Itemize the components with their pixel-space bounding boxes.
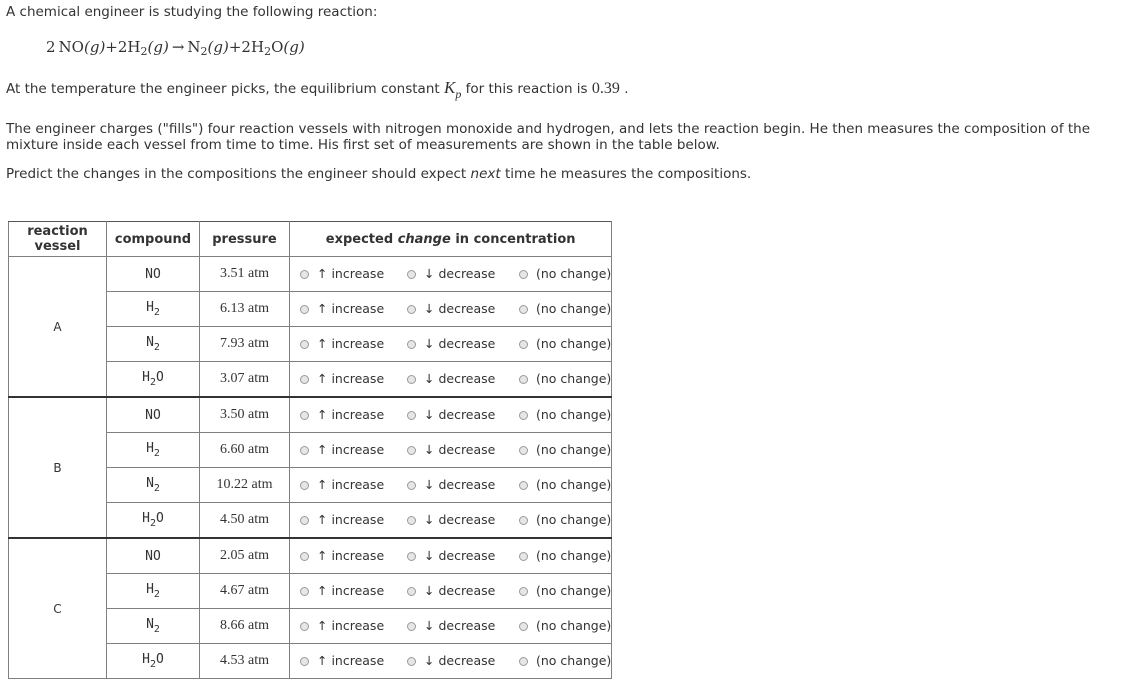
- option-no-change-label: (no change): [536, 548, 612, 563]
- option-no-change-label: (no change): [536, 407, 612, 422]
- change-choices: [290, 292, 612, 327]
- pressure-cell: 6.13 atm: [200, 292, 290, 327]
- option-decrease-label: ↓ decrease: [424, 301, 496, 316]
- option-increase-label: ↑ increase: [317, 442, 385, 457]
- radio-button[interactable]: [519, 481, 528, 490]
- pressure-cell: 2.05 atm: [200, 538, 290, 574]
- radio-button[interactable]: [300, 305, 309, 314]
- option-no-change[interactable]: [519, 512, 611, 527]
- change-choices: [290, 503, 612, 539]
- option-decrease-label: ↓ decrease: [424, 266, 496, 281]
- kp-value: 0.39: [591, 80, 620, 97]
- compound-formula: H: [146, 582, 154, 597]
- change-choices: [290, 574, 612, 609]
- option-decrease[interactable]: [407, 548, 519, 563]
- radio-button[interactable]: [407, 375, 416, 384]
- compound-subscript: 2: [149, 518, 157, 529]
- option-increase[interactable]: [300, 512, 407, 527]
- experiment-description: The engineer charges ("fills") four reaction vessels with nitrogen monoxide and hydrogen, and lets the reaction begin. He then measures the composition of the mixture inside each vessel from time to time. His first set of measurements are shown in the table below.: [6, 121, 1091, 153]
- radio-button[interactable]: [300, 446, 309, 455]
- eq-subscript: 2: [140, 45, 148, 58]
- compound-cell: [107, 362, 200, 398]
- eq-species: N: [187, 38, 201, 56]
- vessel-label-b: B: [9, 397, 107, 538]
- radio-button[interactable]: [407, 552, 416, 561]
- compound-subscript: 2: [153, 342, 160, 353]
- option-decrease[interactable]: [407, 442, 519, 457]
- change-choices: [290, 397, 612, 433]
- eq-coef: 2: [241, 38, 251, 56]
- eq-subscript: 2: [200, 45, 208, 58]
- compound-formula: NO: [145, 407, 161, 423]
- option-no-change[interactable]: [519, 266, 611, 281]
- compound-formula: NO: [145, 548, 161, 564]
- option-no-change[interactable]: [519, 442, 611, 457]
- compound-cell: [107, 433, 200, 468]
- option-no-change[interactable]: [519, 548, 611, 563]
- option-increase-label: ↑ increase: [317, 301, 385, 316]
- header-reaction-vessel: reaction vessel: [9, 222, 107, 257]
- compound-cell: [107, 574, 200, 609]
- eq-coef: 2: [46, 38, 56, 56]
- option-increase[interactable]: [300, 618, 407, 633]
- change-choices: [290, 468, 612, 503]
- compound-formula: NO: [145, 266, 161, 282]
- header-expected-change: [290, 222, 612, 257]
- option-decrease[interactable]: [407, 301, 519, 316]
- radio-button[interactable]: [300, 340, 309, 349]
- vessel-label-c: C: [9, 538, 107, 679]
- option-decrease[interactable]: [407, 477, 519, 492]
- option-increase-label: ↑ increase: [317, 583, 385, 598]
- option-no-change-label: (no change): [536, 266, 612, 281]
- change-choices: [290, 257, 612, 292]
- compound-cell: [107, 327, 200, 362]
- header-pressure: pressure: [200, 222, 290, 257]
- option-increase[interactable]: [300, 266, 407, 281]
- option-no-change-label: (no change): [536, 653, 612, 668]
- pressure-cell: 6.60 atm: [200, 433, 290, 468]
- table-row: [9, 538, 612, 574]
- radio-button[interactable]: [519, 375, 528, 384]
- option-increase-label: ↑ increase: [317, 618, 385, 633]
- eq-species: O: [271, 38, 284, 56]
- prediction-prompt: [6, 166, 751, 182]
- header-change-after: in concentration: [455, 231, 576, 247]
- eq-state: (g): [147, 38, 169, 56]
- radio-button[interactable]: [407, 305, 416, 314]
- pressure-cell: 4.53 atm: [200, 644, 290, 679]
- radio-button[interactable]: [407, 340, 416, 349]
- option-decrease[interactable]: [407, 583, 519, 598]
- change-choices: [290, 644, 612, 679]
- header-change-emphasis: change: [397, 231, 451, 247]
- option-no-change-label: (no change): [536, 583, 612, 598]
- option-increase-label: ↑ increase: [317, 512, 385, 527]
- option-no-change[interactable]: [519, 477, 611, 492]
- compound-subscript: 2: [153, 307, 160, 318]
- option-increase-label: ↑ increase: [317, 653, 385, 668]
- compound-cell: [107, 292, 200, 327]
- option-no-change-label: (no change): [536, 371, 612, 386]
- radio-button[interactable]: [519, 446, 528, 455]
- predict-emphasis: next: [470, 166, 501, 182]
- option-no-change[interactable]: [519, 407, 611, 422]
- option-increase-label: ↑ increase: [317, 336, 385, 351]
- option-increase-label: ↑ increase: [317, 407, 385, 422]
- compound-cell: [107, 609, 200, 644]
- radio-button[interactable]: [407, 270, 416, 279]
- compound-cell: [107, 644, 200, 679]
- radio-button[interactable]: [519, 411, 528, 420]
- option-decrease[interactable]: [407, 371, 519, 386]
- compound-formula: H: [142, 370, 150, 385]
- eq-coef: 2: [117, 38, 128, 56]
- table-body: [9, 257, 612, 679]
- compound-subscript: 2: [149, 659, 157, 670]
- eq-state: (g): [83, 38, 106, 56]
- eq-species: H: [127, 38, 141, 56]
- kp-letter: K: [443, 78, 456, 97]
- radio-button[interactable]: [300, 622, 309, 631]
- compound-subscript: 2: [149, 377, 157, 388]
- option-increase[interactable]: [300, 301, 407, 316]
- option-decrease-label: ↓ decrease: [424, 336, 496, 351]
- compound-subscript: 2: [153, 624, 160, 635]
- compound-cell: [107, 538, 200, 574]
- option-increase[interactable]: [300, 477, 407, 492]
- eq-species: NO: [58, 38, 84, 56]
- option-increase[interactable]: [300, 583, 407, 598]
- compound-formula-tail: O: [156, 370, 164, 385]
- option-no-change[interactable]: [519, 371, 611, 386]
- option-no-change[interactable]: [519, 336, 611, 351]
- kp-symbol: [443, 78, 462, 101]
- change-choices: [290, 538, 612, 574]
- option-decrease[interactable]: [407, 618, 519, 633]
- radio-button[interactable]: [300, 587, 309, 596]
- kp-statement: [6, 80, 628, 102]
- option-increase-label: ↑ increase: [317, 548, 385, 563]
- pressure-cell: 8.66 atm: [200, 609, 290, 644]
- radio-button[interactable]: [519, 270, 528, 279]
- change-choices: [290, 362, 612, 398]
- compound-cell: [107, 503, 200, 539]
- change-choices: [290, 609, 612, 644]
- radio-button[interactable]: [407, 411, 416, 420]
- radio-button[interactable]: [519, 516, 528, 525]
- option-decrease[interactable]: [407, 653, 519, 668]
- eq-subscript: 2: [264, 45, 272, 58]
- option-no-change[interactable]: [519, 618, 611, 633]
- kp-middle: for this reaction is: [465, 81, 588, 97]
- option-increase-label: ↑ increase: [317, 266, 385, 281]
- reaction-arrow: →: [171, 38, 185, 56]
- option-decrease-label: ↓ decrease: [424, 583, 496, 598]
- kp-subscript: p: [455, 87, 462, 101]
- eq-state: (g): [207, 38, 229, 56]
- option-increase-label: ↑ increase: [317, 477, 385, 492]
- radio-button[interactable]: [407, 446, 416, 455]
- compound-formula: H: [146, 300, 154, 315]
- change-choices: [290, 433, 612, 468]
- option-increase[interactable]: [300, 336, 407, 351]
- option-no-change-label: (no change): [536, 336, 612, 351]
- radio-button[interactable]: [407, 516, 416, 525]
- option-decrease-label: ↓ decrease: [424, 371, 496, 386]
- pressure-cell: 3.07 atm: [200, 362, 290, 398]
- predict-after: time he measures the compositions.: [504, 166, 752, 182]
- radio-button[interactable]: [407, 622, 416, 631]
- option-no-change-label: (no change): [536, 301, 612, 316]
- header-compound: compound: [107, 222, 200, 257]
- compound-formula: H: [142, 652, 150, 667]
- option-decrease-label: ↓ decrease: [424, 548, 496, 563]
- option-no-change[interactable]: [519, 653, 611, 668]
- radio-button[interactable]: [300, 270, 309, 279]
- radio-button[interactable]: [300, 481, 309, 490]
- option-no-change-label: (no change): [536, 477, 612, 492]
- compound-formula: N: [146, 617, 154, 632]
- eq-species: H: [250, 38, 265, 56]
- option-decrease-label: ↓ decrease: [424, 618, 496, 633]
- pressure-cell: 10.22 atm: [200, 468, 290, 503]
- compound-formula: H: [142, 511, 150, 526]
- option-increase[interactable]: [300, 442, 407, 457]
- radio-button[interactable]: [519, 305, 528, 314]
- radio-button[interactable]: [519, 552, 528, 561]
- radio-button[interactable]: [519, 622, 528, 631]
- option-decrease-label: ↓ decrease: [424, 442, 496, 457]
- eq-plus: +: [105, 38, 118, 56]
- measurements-table: [8, 221, 612, 679]
- option-no-change-label: (no change): [536, 618, 612, 633]
- radio-button[interactable]: [300, 657, 309, 666]
- compound-formula: N: [146, 335, 154, 350]
- option-decrease-label: ↓ decrease: [424, 407, 496, 422]
- option-decrease-label: ↓ decrease: [424, 653, 496, 668]
- table-row: [9, 397, 612, 433]
- kp-suffix: .: [624, 81, 629, 97]
- eq-plus: +: [228, 38, 242, 56]
- option-no-change[interactable]: [519, 301, 611, 316]
- option-decrease[interactable]: [407, 336, 519, 351]
- radio-button[interactable]: [519, 587, 528, 596]
- radio-button[interactable]: [407, 657, 416, 666]
- option-no-change-label: (no change): [536, 512, 612, 527]
- compound-subscript: 2: [153, 448, 160, 459]
- option-decrease-label: ↓ decrease: [424, 512, 496, 527]
- table-header-row: [9, 222, 612, 257]
- predict-before: Predict the changes in the compositions the engineer should expect: [6, 166, 467, 182]
- compound-cell: [107, 397, 200, 433]
- pressure-cell: 4.67 atm: [200, 574, 290, 609]
- compound-cell: [107, 468, 200, 503]
- radio-button[interactable]: [300, 552, 309, 561]
- compound-formula: N: [146, 476, 154, 491]
- option-no-change[interactable]: [519, 583, 611, 598]
- table-row: [9, 257, 612, 292]
- radio-button[interactable]: [519, 657, 528, 666]
- option-increase[interactable]: [300, 548, 407, 563]
- option-increase[interactable]: [300, 407, 407, 422]
- pressure-cell: 3.51 atm: [200, 257, 290, 292]
- radio-button[interactable]: [300, 375, 309, 384]
- pressure-cell: 7.93 atm: [200, 327, 290, 362]
- compound-formula: H: [146, 441, 154, 456]
- compound-cell: [107, 257, 200, 292]
- compound-formula-tail: O: [156, 652, 164, 667]
- radio-button[interactable]: [300, 411, 309, 420]
- option-no-change-label: (no change): [536, 442, 612, 457]
- pressure-cell: 4.50 atm: [200, 503, 290, 539]
- compound-formula-tail: O: [156, 511, 164, 526]
- radio-button[interactable]: [300, 516, 309, 525]
- header-change-before: expected: [325, 231, 394, 247]
- reaction-equation: [46, 38, 305, 58]
- option-increase-label: ↑ increase: [317, 371, 385, 386]
- radio-button[interactable]: [407, 481, 416, 490]
- kp-prefix: At the temperature the engineer picks, the equilibrium constant: [6, 81, 440, 97]
- compound-subscript: 2: [153, 483, 160, 494]
- option-decrease[interactable]: [407, 512, 519, 527]
- option-increase[interactable]: [300, 371, 407, 386]
- option-decrease[interactable]: [407, 407, 519, 422]
- compound-subscript: 2: [153, 589, 160, 600]
- radio-button[interactable]: [407, 587, 416, 596]
- eq-state: (g): [283, 38, 305, 56]
- option-decrease-label: ↓ decrease: [424, 477, 496, 492]
- change-choices: [290, 327, 612, 362]
- vessel-label-a: A: [9, 257, 107, 398]
- option-increase[interactable]: [300, 653, 407, 668]
- intro-text: A chemical engineer is studying the following reaction:: [6, 4, 378, 20]
- pressure-cell: 3.50 atm: [200, 397, 290, 433]
- radio-button[interactable]: [519, 340, 528, 349]
- option-decrease[interactable]: [407, 266, 519, 281]
